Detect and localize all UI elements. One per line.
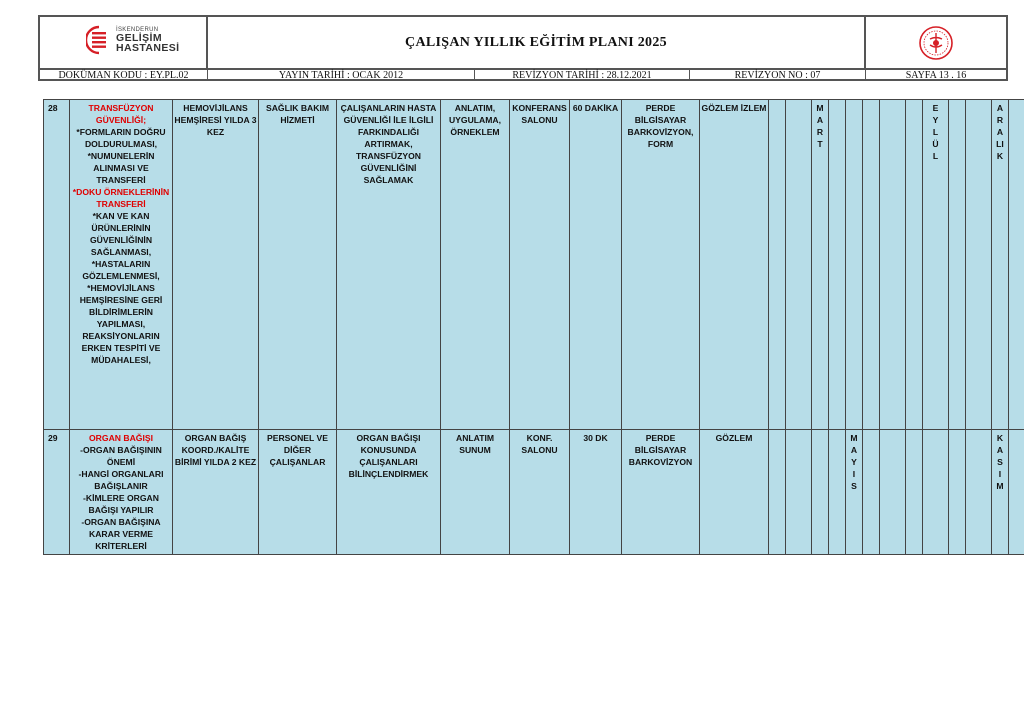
topic-item: -ORGAN BAĞIŞINA KARAR VERME KRİTERLERİ <box>81 517 161 551</box>
month-label: ARALIK <box>996 103 1004 161</box>
topic-title: TRANSFÜZYON GÜVENLİĞİ; <box>88 103 154 125</box>
seal-cell <box>866 17 1006 68</box>
topic-item: *KAN VE KAN ÜRÜNLERİNİN GÜVENLİĞİNİN SAĞLANMASI, <box>89 211 153 257</box>
topic-item-highlight: *DOKU ÖRNEKLERİNİN TRANSFERİ <box>72 187 170 209</box>
month-cell-2 <box>786 100 812 430</box>
revision-number: REVİZYON NO : 07 <box>690 70 866 81</box>
evaluation-cell: GÖZLEM İZLEM <box>700 100 769 430</box>
method-cell: ANLATIM, UYGULAMA, ÖRNEKLEM <box>441 100 510 430</box>
topic-item: *HEMOVİJİLANS HEMŞİRESİNE GERİ BİLDİRİMLERİN YAPILMASI, <box>79 283 163 329</box>
logo-cell <box>40 17 208 68</box>
tools-cell: PERDE BİLGİSAYAR BARKOVİZYON, FORM <box>622 100 700 430</box>
month-cell-3 <box>812 100 829 430</box>
place-cell: KONFERANS SALONU <box>510 100 570 430</box>
goal-cell: ÇALIŞANLARIN HASTA GÜVENLİĞİ İLE İLGİLİ FARKINDALIĞI ARTIRMAK, TRANSFÜZYON GÜVENLİĞİNİ SAĞLAMAK <box>337 100 441 430</box>
month-cell-3 <box>812 430 829 555</box>
month-cell-7 <box>880 100 906 430</box>
topic-title: ORGAN BAĞIŞI <box>89 433 153 443</box>
training-plan-table <box>43 99 1024 555</box>
row-number: 28 <box>44 100 70 430</box>
month-cell-7 <box>880 430 906 555</box>
logo-line2: HASTANESİ <box>116 42 180 54</box>
month-cell-11 <box>966 430 992 555</box>
audience-cell: SAĞLIK BAKIM HİZMETİ <box>259 100 337 430</box>
page-number: SAYFA 13 . 16 <box>905 70 967 81</box>
month-cell-4 <box>829 100 846 430</box>
month-cell-extra <box>1009 430 1024 555</box>
month-cell-5 <box>846 100 863 430</box>
hospital-logo-icon <box>86 25 112 55</box>
duration-cell: 60 DAKİKA <box>570 100 622 430</box>
month-cell-12 <box>992 430 1009 555</box>
logo-small-text: İSKENDERUN <box>116 26 159 33</box>
trainer-cell: ORGAN BAĞIŞ KOORD./KALİTE BİRİMİ YILDA 2 KEZ <box>173 430 259 555</box>
month-cell-10 <box>949 430 966 555</box>
tools-cell: PERDE BİLGİSAYAR BARKOVİZYON <box>622 430 700 555</box>
month-cell-extra <box>1009 100 1024 430</box>
evaluation-cell: GÖZLEM <box>700 430 769 555</box>
logo-line1: GELİŞİM <box>116 31 162 44</box>
month-cell-2 <box>786 430 812 555</box>
topic-item: -KİMLERE ORGAN BAĞIŞI YAPILIR <box>83 493 159 515</box>
month-label: KASIM <box>996 433 1004 491</box>
month-label: MART <box>816 103 824 149</box>
topic-item: *HASTALARIN GÖZLEMLENMESİ, <box>82 259 160 281</box>
month-cell-8 <box>906 430 923 555</box>
goal-cell: ORGAN BAĞIŞI KONUSUNDA ÇALIŞANLARI BİLİNÇLENDİRMEK <box>337 430 441 555</box>
hospital-logo <box>86 25 180 55</box>
topic-item: -ORGAN BAĞIŞININ ÖNEMİ <box>80 445 162 467</box>
doc-code: DOKÜMAN KODU : EY.PL.02 <box>40 70 208 81</box>
revision-date: REVİZYON TARİHİ : 28.12.2021 <box>475 70 690 81</box>
document-header <box>38 15 1008 81</box>
month-cell-8 <box>906 100 923 430</box>
row-number: 29 <box>44 430 70 555</box>
ministry-seal-icon <box>918 25 954 61</box>
month-cell-10 <box>949 100 966 430</box>
topic-item: REAKSİYONLARIN ERKEN TESPİTİ VE MÜDAHALESİ, <box>81 331 161 365</box>
document-meta-row <box>40 68 1006 81</box>
topic-item: *NUMUNELERİN ALINMASI VE TRANSFERİ <box>87 151 155 185</box>
training-topic <box>70 100 173 430</box>
month-label: EYLÜL <box>932 103 939 161</box>
month-cell-12 <box>992 100 1009 430</box>
topic-item: -HANGİ ORGANLARI BAĞIŞLANIR <box>78 469 164 491</box>
month-cell-6 <box>863 430 880 555</box>
method-cell: ANLATIM SUNUM <box>441 430 510 555</box>
month-cell-5 <box>846 430 863 555</box>
trainer-cell: HEMOVİJİLANS HEMŞİRESİ YILDA 3 KEZ <box>173 100 259 430</box>
training-topic <box>70 430 173 555</box>
month-cell-6 <box>863 100 880 430</box>
publish-date: YAYIN TARİHİ : OCAK 2012 <box>208 70 475 81</box>
month-cell-11 <box>966 100 992 430</box>
audience-cell: PERSONEL VE DİĞER ÇALIŞANLAR <box>259 430 337 555</box>
topic-item: *FORMLARIN DOĞRU DOLDURULMASI, <box>76 127 166 149</box>
table-row <box>44 430 1024 555</box>
place-cell: KONF. SALONU <box>510 430 570 555</box>
month-label: MAYIS <box>850 433 858 491</box>
month-cell-1 <box>769 430 786 555</box>
month-cell-9 <box>923 100 949 430</box>
table-row <box>44 100 1024 430</box>
month-cell-9 <box>923 430 949 555</box>
duration-cell: 30 DK <box>570 430 622 555</box>
month-cell-4 <box>829 430 846 555</box>
month-cell-1 <box>769 100 786 430</box>
page-title: ÇALIŞAN YILLIK EĞİTİM PLANI 2025 <box>208 17 866 68</box>
